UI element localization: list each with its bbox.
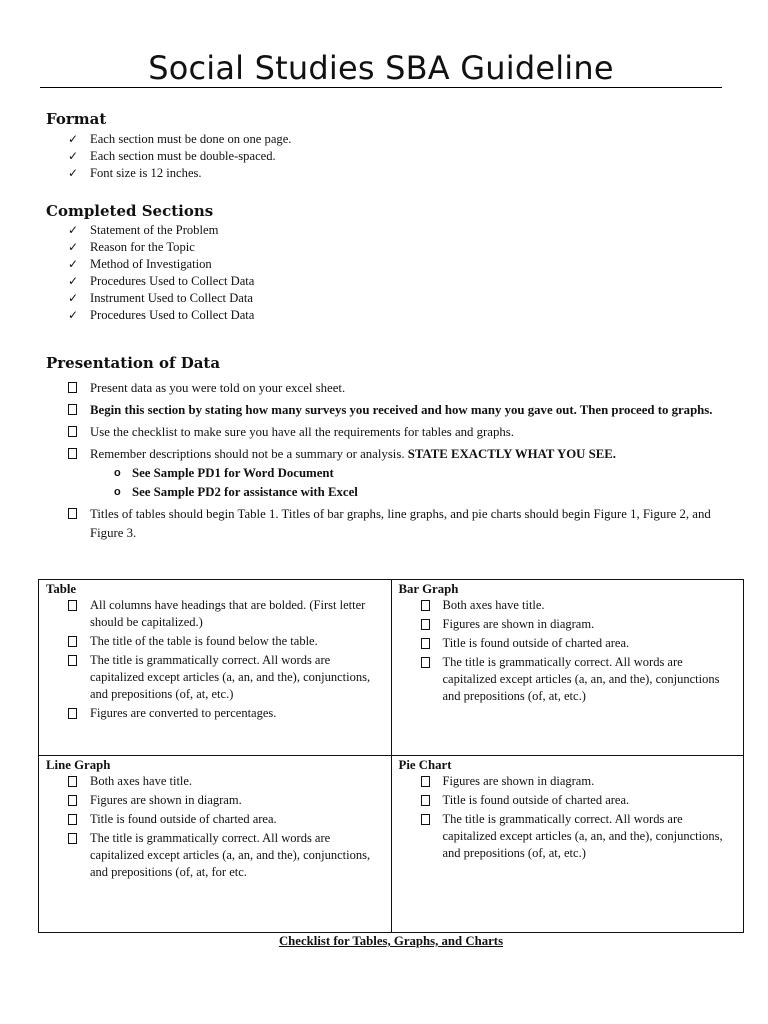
checkbox-icon — [68, 833, 77, 844]
list-item: ✓ Procedures Used to Collect Data — [68, 274, 255, 288]
cell-title: Line Graph — [46, 758, 111, 772]
checkbox-icon — [68, 448, 77, 459]
checkmark-icon: ✓ — [68, 132, 79, 146]
checkbox-icon — [421, 795, 430, 806]
sub-list-item: o See Sample PD2 for assistance with Excel — [68, 483, 728, 502]
list-item: ✓ Each section must be double-spaced. — [68, 149, 276, 163]
presentation-heading: Presentation of Data — [46, 354, 221, 372]
list-item: Title is found outside of charted area. — [68, 811, 371, 828]
table-cell-bar-graph — [391, 580, 744, 756]
bullet-icon: o — [114, 486, 121, 498]
list-item: Figures are converted to percentages. — [68, 705, 371, 722]
list-item: Both axes have title. — [421, 597, 724, 614]
list-item: Figures are shown in diagram. — [68, 792, 371, 809]
list-item: Titles of tables should begin Table 1. Titles of bar graphs, line graphs, and pie charts should begin Figure 1, Figure 2, and Figure 3. — [68, 505, 728, 543]
checkmark-icon: ✓ — [68, 291, 79, 305]
list-item: ✓ Font size is 12 inches. — [68, 166, 202, 180]
checkbox-icon — [68, 776, 77, 787]
format-heading: Format — [46, 110, 107, 128]
title-underline — [40, 87, 722, 88]
checklist-table — [38, 579, 744, 933]
list-item: All columns have headings that are bolded. (First letter should be capitalized.) — [68, 597, 371, 631]
checkbox-icon — [421, 600, 430, 611]
completed-sections-list — [68, 222, 254, 324]
checkbox-icon — [68, 426, 77, 437]
table-cell-table — [39, 580, 392, 756]
list-item: Use the checklist to make sure you have all the requirements for tables and graphs. — [68, 423, 728, 442]
checkbox-icon — [68, 508, 77, 519]
checkbox-icon — [68, 655, 77, 666]
presentation-list — [68, 379, 728, 543]
checkbox-icon — [421, 814, 430, 825]
checkmark-icon: ✓ — [68, 166, 79, 180]
table-caption: Checklist for Tables, Graphs, and Charts — [278, 934, 504, 948]
list-item: The title is grammatically correct. All words are capitalized except articles (a, an, and the), conjunctions, and prepositions (of, at, etc.) — [421, 811, 724, 862]
checkbox-icon — [68, 600, 77, 611]
list-item: ✓ Reason for the Topic — [68, 240, 195, 254]
list-item: Figures are shown in diagram. — [421, 773, 724, 790]
checkmark-icon: ✓ — [68, 274, 79, 288]
list-item: ✓ Each section must be done on one page. — [68, 132, 292, 146]
format-list — [68, 131, 291, 182]
page-title: Social Studies SBA Guideline — [148, 49, 614, 87]
cell-title: Pie Chart — [398, 758, 452, 772]
checkmark-icon: ✓ — [68, 149, 79, 163]
list-item: The title is grammatically correct. All words are capitalized except articles (a, an, and the), conjunctions, and prepositions (of, at, for etc. — [68, 830, 371, 881]
table-cell-pie-chart — [391, 756, 744, 933]
list-item: The title is grammatically correct. All words are capitalized except articles (a, an, and the), conjunctions and prepositions (of, at, etc.) — [421, 654, 724, 705]
list-item: ✓ Instrument Used to Collect Data — [68, 291, 253, 305]
table-cell-line-graph — [39, 756, 392, 933]
bullet-icon: o — [114, 467, 121, 479]
list-item: The title of the table is found below the table. — [68, 633, 371, 650]
list-item: The title is grammatically correct. All words are capitalized except articles (a, an, and the), conjunctions, and prepositions (of, at, etc.) — [68, 652, 371, 703]
checkbox-icon — [421, 619, 430, 630]
list-item: Figures are shown in diagram. — [421, 616, 724, 633]
cell-title: Table — [46, 582, 77, 596]
checkbox-icon — [68, 795, 77, 806]
checkbox-icon — [68, 708, 77, 719]
checkbox-icon — [68, 636, 77, 647]
cell-title: Bar Graph — [398, 582, 459, 596]
checkmark-icon: ✓ — [68, 257, 79, 271]
list-item: Remember descriptions should not be a summary or analysis. STATE EXACTLY WHAT YOU SEE. — [68, 445, 728, 464]
list-item: Both axes have title. — [68, 773, 371, 790]
list-item: Title is found outside of charted area. — [421, 792, 724, 809]
checkbox-icon — [68, 404, 77, 415]
completed-sections-heading: Completed Sections — [46, 202, 214, 220]
list-item: ✓ Method of Investigation — [68, 257, 212, 271]
checkbox-icon — [421, 657, 430, 668]
list-item: ✓ Statement of the Problem — [68, 223, 219, 237]
checkbox-icon — [421, 776, 430, 787]
sub-list-item: o See Sample PD1 for Word Document — [68, 464, 728, 483]
checkbox-icon — [68, 382, 77, 393]
list-item: Title is found outside of charted area. — [421, 635, 724, 652]
checkmark-icon: ✓ — [68, 223, 79, 237]
list-item: Begin this section by stating how many surveys you received and how many you gave out. Then proceed to graphs. — [68, 401, 728, 420]
checkmark-icon: ✓ — [68, 308, 79, 322]
checkbox-icon — [421, 638, 430, 649]
list-item: Present data as you were told on your excel sheet. — [68, 379, 728, 398]
checkbox-icon — [68, 814, 77, 825]
list-item: ✓ Procedures Used to Collect Data — [68, 308, 255, 322]
checkmark-icon: ✓ — [68, 240, 79, 254]
